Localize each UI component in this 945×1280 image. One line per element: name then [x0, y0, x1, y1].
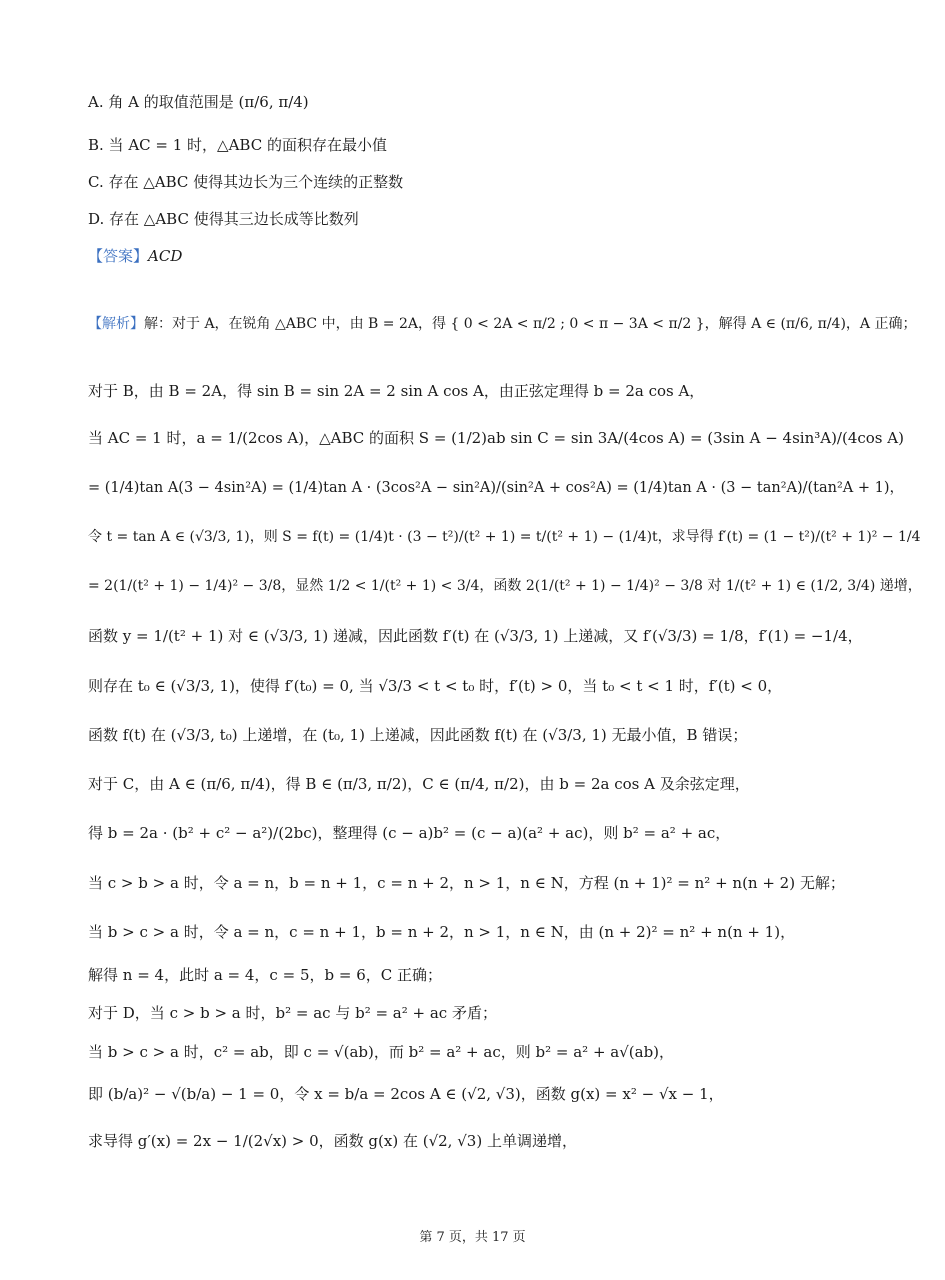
analysis-line: 当 AC = 1 时，a = 1/(2cos A)，△ABC 的面积 S = (1/2)ab sin C = sin 3A/(4cos A) = (3sin A − 4sin³A)/(4cos A): [88, 429, 904, 447]
analysis-line: 函数 f(t) 在 (√3/3, t₀) 上递增，在 (t₀, 1) 上递减，因此函数 f(t) 在 (√3/3, 1) 无最小值，B 错误；: [88, 726, 748, 744]
analysis-line: 解得 n = 4，此时 a = 4，c = 5，b = 6，C 正确；: [88, 966, 442, 984]
analysis-text: 解：对于 A，在锐角 △ABC 中，由 B = 2A，得 { 0 < 2A < π/2 ; 0 < π − 3A < π/2 }，解得 A ∈ (π/6, π/4)，A 正确；: [144, 316, 917, 332]
analysis-first-line: [88, 314, 916, 334]
analysis-line: 则存在 t₀ ∈ (√3/3, 1)，使得 f′(t₀) = 0, 当 √3/3 < t < t₀ 时，f′(t) > 0，当 t₀ < t < 1 时，f′(t) < 0，: [88, 677, 783, 695]
analysis-line: 得 b = 2a · (b² + c² − a²)/(2bc)，整理得 (c − a)b² = (c − a)(a² + ac)，则 b² = a² + ac，: [88, 824, 731, 842]
analysis-line: 令 t = tan A ∈ (√3/3, 1)，则 S = f(t) = (1/4)t · (3 − t²)/(t² + 1) = t/(t² + 1) − (1/4)t，求导得 f′(t) = (1 − t²)/(t² + 1)² − 1/4: [88, 529, 921, 545]
answer-line: [88, 246, 182, 266]
answer-label: 【答案】: [88, 247, 149, 265]
analysis-line: 对于 B，由 B = 2A，得 sin B = sin 2A = 2 sin A cos A，由正弦定理得 b = 2a cos A，: [88, 382, 705, 400]
analysis-line: 函数 y = 1/(t² + 1) 对 ∈ (√3/3, 1) 递减，因此函数 f′(t) 在 (√3/3, 1) 上递减，又 f′(√3/3) = 1/8，f′(1) = −1/4，: [88, 627, 863, 645]
answer-value: ACD: [148, 247, 183, 265]
analysis-line: 对于 C，由 A ∈ (π/6, π/4)，得 B ∈ (π/3, π/2)，C ∈ (π/4, π/2)，由 b = 2a cos A 及余弦定理，: [88, 775, 750, 793]
analysis-line: 对于 D，当 c > b > a 时，b² = ac 与 b² = a² + ac 矛盾；: [88, 1004, 497, 1022]
analysis-line: 当 b > c > a 时，令 a = n，c = n + 1，b = n + 2，n > 1，n ∈ N，由 (n + 2)² = n² + n(n + 1)，: [88, 923, 796, 941]
analysis-line: 即 (b/a)² − √(b/a) − 1 = 0，令 x = b/a = 2cos A ∈ (√2, √3)，函数 g(x) = x² − √x − 1，: [88, 1085, 724, 1103]
page-footer: 第 7 页，共 17 页: [419, 1230, 526, 1245]
analysis-line: 当 c > b > a 时，令 a = n，b = n + 1，c = n + 2，n > 1，n ∈ N，方程 (n + 1)² = n² + n(n + 2) 无解；: [88, 874, 845, 892]
option-d: D. 存在 △ABC 使得其三边长成等比数列: [88, 210, 359, 228]
analysis-line: 求导得 g′(x) = 2x − 1/(2√x) > 0，函数 g(x) 在 (√2, √3) 上单调递增，: [88, 1132, 577, 1150]
analysis-label: 【解析】: [88, 316, 144, 332]
analysis-line: = 2(1/(t² + 1) − 1/4)² − 3/8，显然 1/2 < 1/(t² + 1) < 3/4，函数 2(1/(t² + 1) − 1/4)² − 3/8 对 1/(t² + 1) ∈ (1/2, 3/4) 递增，: [88, 578, 922, 594]
option-b: B. 当 AC = 1 时，△ABC 的面积存在最小值: [88, 136, 387, 154]
analysis-line: = (1/4)tan A(3 − 4sin²A) = (1/4)tan A · (3cos²A − sin²A)/(sin²A + cos²A) = (1/4)tan A · (3 − tan²A)/(tan²A + 1)，: [88, 480, 905, 496]
analysis-line: 当 b > c > a 时，c² = ab，即 c = √(ab)，而 b² = a² + ac，则 b² = a² + a√(ab)，: [88, 1043, 675, 1061]
option-c: C. 存在 △ABC 使得其边长为三个连续的正整数: [88, 173, 404, 191]
option-a: A. 角 A 的取值范围是 (π/6, π/4): [88, 93, 309, 111]
